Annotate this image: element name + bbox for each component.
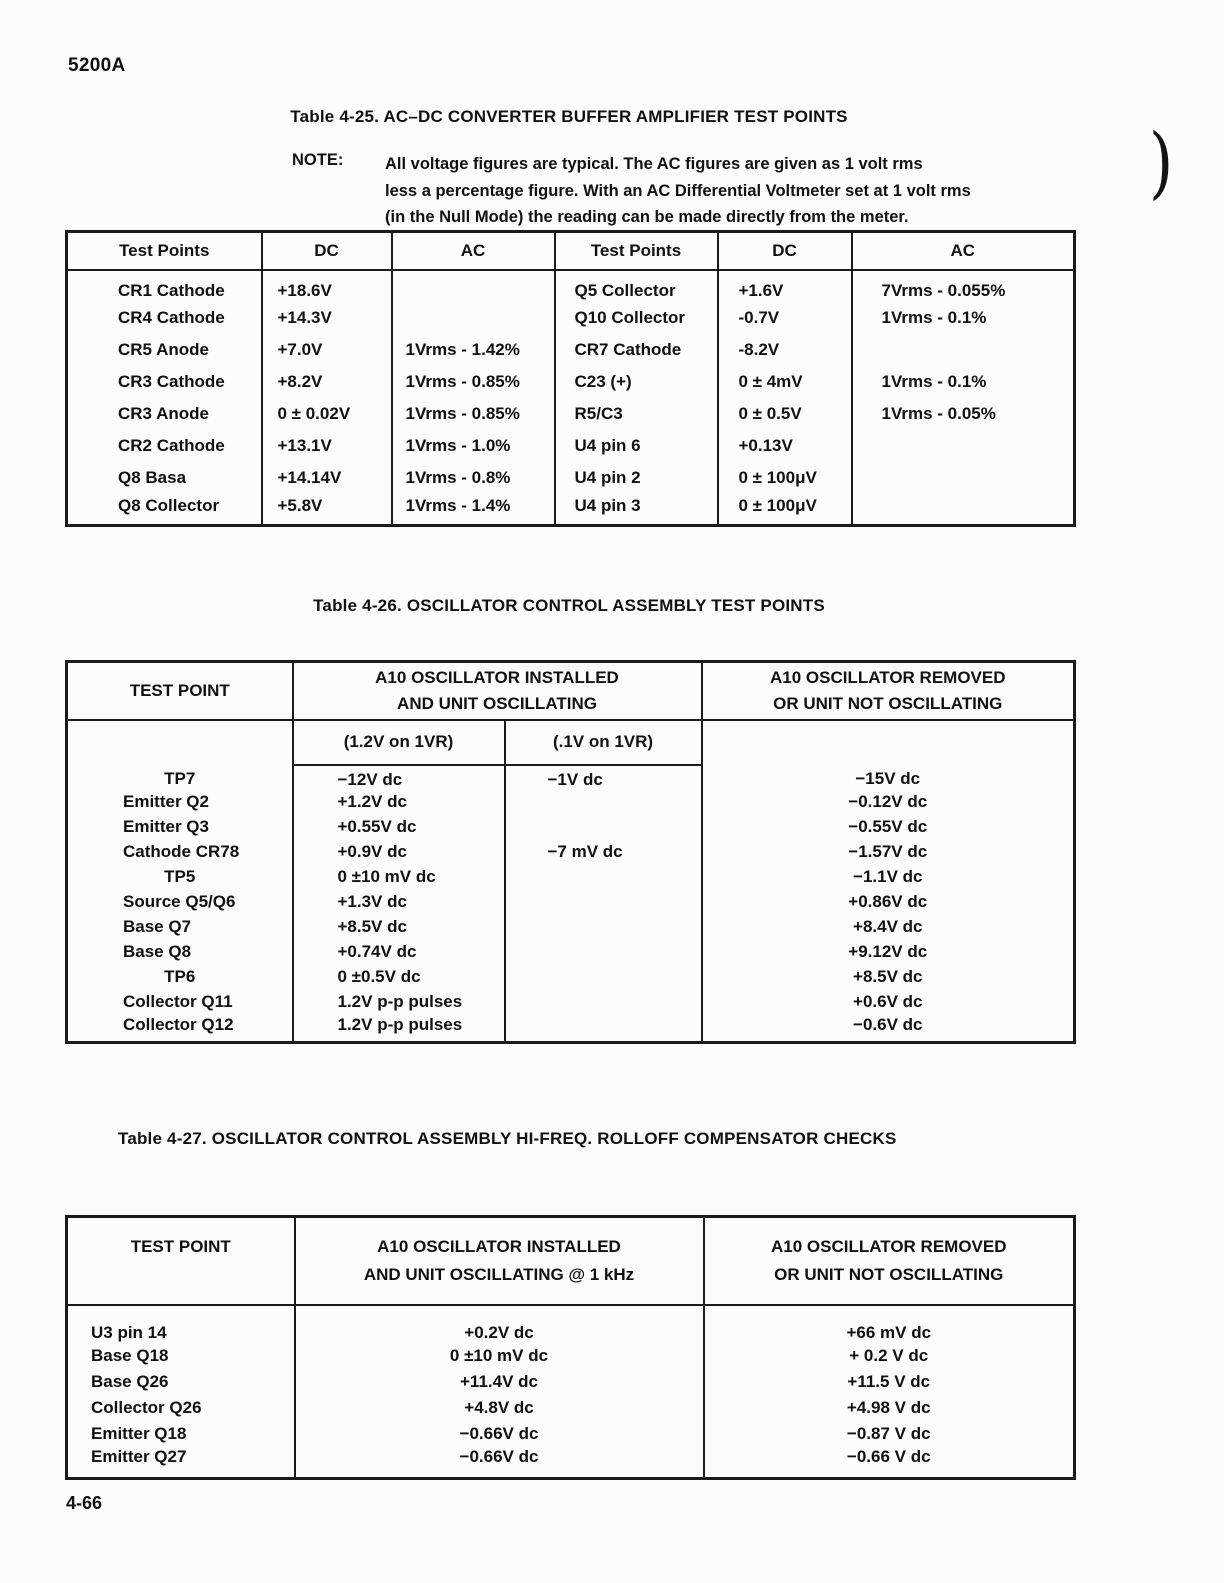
note-line: (in the Null Mode) the reading can be made directly from the meter. — [385, 208, 909, 226]
table-row — [67, 1369, 1075, 1395]
ac-value-cell: 1Vrms - 0.1% — [852, 366, 1075, 398]
column-header: Test Points — [555, 232, 718, 270]
table-4-26-title: Table 4-26. OSCILLATOR CONTROL ASSEMBLY TEST POINTS — [313, 596, 825, 615]
installed-0-1v-cell — [505, 1015, 702, 1043]
page-number: 4-66 — [66, 1493, 103, 1513]
header-line: A10 OSCILLATOR INSTALLED — [377, 1237, 621, 1256]
table-row — [67, 790, 1075, 815]
note-label: NOTE: — [292, 151, 344, 169]
installed-value-cell: +11.4V dc — [295, 1369, 704, 1395]
removed-value-cell: +11.5 V dc — [704, 1369, 1075, 1395]
test-point-cell: Emitter Q3 — [123, 817, 209, 836]
installed-1-2v-cell: +0.9V dc — [293, 840, 505, 865]
installed-1-2v-cell: +8.5V dc — [293, 915, 505, 940]
ac-value-cell: 1Vrms - 0.85% — [392, 398, 555, 430]
empty-cell — [702, 720, 1075, 765]
table-4-25-title: Table 4-25. AC–DC CONVERTER BUFFER AMPLIFIER TEST POINTS — [290, 107, 848, 126]
test-point-cell: Emitter Q18 — [91, 1423, 187, 1443]
table-4-27 — [65, 1215, 1076, 1480]
removed-value-cell: +0.86V dc — [702, 890, 1075, 915]
installed-1-2v-cell: 0 ±10 mV dc — [293, 865, 505, 890]
test-point-cell: TP6 — [164, 967, 196, 986]
installed-0-1v-cell — [505, 815, 702, 840]
table-row — [67, 270, 1075, 302]
test-point-cell: TP5 — [164, 867, 196, 886]
note-block — [292, 151, 971, 231]
test-point-cell: TP7 — [164, 769, 196, 788]
dc-value-cell: 0 ± 0.02V — [262, 398, 392, 430]
test-point-cell: Q10 Collector — [555, 302, 718, 334]
test-point-cell: Q5 Collector — [555, 270, 718, 302]
test-point-cell: Cathode CR78 — [123, 842, 240, 861]
column-header: AC — [852, 232, 1075, 270]
dc-value-cell: +18.6V — [262, 270, 392, 302]
installed-1-2v-cell: −12V dc — [293, 765, 505, 790]
test-point-cell: Collector Q26 — [91, 1397, 202, 1417]
installed-value-cell: +4.8V dc — [295, 1395, 704, 1421]
test-point-cell: Emitter Q2 — [123, 792, 209, 811]
installed-0-1v-cell: −7 mV dc — [505, 840, 702, 865]
header-line: A10 OSCILLATOR REMOVED — [769, 667, 1006, 687]
test-point-cell: Base Q7 — [123, 917, 192, 936]
table-row — [67, 990, 1075, 1015]
removed-value-cell: +66 mV dc — [704, 1305, 1075, 1343]
removed-value-cell: −0.87 V dc — [704, 1421, 1075, 1447]
column-header: AC — [392, 232, 555, 270]
dc-value-cell: 0 ± 4mV — [718, 366, 852, 398]
header-line: AND UNIT OSCILLATING @ 1 kHz — [363, 1265, 635, 1284]
table-row — [67, 1421, 1075, 1447]
test-point-cell: Q8 Collector — [118, 495, 220, 515]
column-header: TEST POINT — [67, 1217, 295, 1305]
column-header — [295, 1217, 704, 1305]
test-point-cell: Collector Q12 — [123, 1014, 234, 1034]
installed-1-2v-cell: +0.74V dc — [293, 940, 505, 965]
header-line: A10 OSCILLATOR REMOVED — [770, 1237, 1007, 1256]
dc-value-cell: +14.14V — [262, 462, 392, 494]
installed-0-1v-cell — [505, 790, 702, 815]
table-row — [67, 890, 1075, 915]
test-point-cell: CR7 Cathode — [555, 334, 718, 366]
installed-value-cell: −0.66V dc — [295, 1447, 704, 1479]
table-row — [67, 1305, 1075, 1343]
test-point-cell: Base Q26 — [91, 1371, 169, 1391]
ac-value-cell — [852, 494, 1075, 526]
test-point-cell: U4 pin 6 — [555, 430, 718, 462]
test-point-cell: CR2 Cathode — [118, 435, 225, 455]
installed-1-2v-cell: +0.55V dc — [293, 815, 505, 840]
removed-value-cell: +9.12V dc — [702, 940, 1075, 965]
ac-value-cell: 1Vrms - 0.85% — [392, 366, 555, 398]
column-header — [704, 1217, 1075, 1305]
installed-1-2v-cell: 1.2V p-p pulses — [293, 1015, 505, 1043]
test-point-cell: Base Q8 — [123, 942, 192, 961]
table-row — [67, 1447, 1075, 1479]
ac-value-cell — [852, 462, 1075, 494]
ac-value-cell: 1Vrms - 0.8% — [392, 462, 555, 494]
column-header — [702, 662, 1075, 720]
installed-value-cell: +0.2V dc — [295, 1305, 704, 1343]
empty-cell — [67, 720, 293, 765]
test-point-cell: Base Q18 — [91, 1345, 169, 1365]
installed-1-2v-cell: 0 ±0.5V dc — [293, 965, 505, 990]
dc-value-cell: -8.2V — [718, 334, 852, 366]
dc-value-cell: +8.2V — [262, 366, 392, 398]
dc-value-cell: +5.8V — [262, 494, 392, 526]
installed-value-cell: 0 ±10 mV dc — [295, 1343, 704, 1369]
test-point-cell: R5/C3 — [555, 398, 718, 430]
ac-value-cell — [852, 430, 1075, 462]
ac-value-cell: 1Vrms - 1.0% — [392, 430, 555, 462]
table-row — [67, 1343, 1075, 1369]
test-point-cell: C23 (+) — [555, 366, 718, 398]
test-point-cell: CR3 Anode — [118, 403, 209, 423]
installed-0-1v-cell — [505, 940, 702, 965]
note-line: less a percentage figure. With an AC Differential Voltmeter set at 1 volt rms — [385, 181, 971, 200]
ac-value-cell — [392, 302, 555, 334]
test-point-cell: Source Q5/Q6 — [123, 892, 236, 911]
ac-value-cell: 7Vrms - 0.055% — [852, 270, 1075, 302]
installed-0-1v-cell: −1V dc — [505, 765, 702, 790]
table-row — [67, 462, 1075, 494]
table-row — [67, 915, 1075, 940]
header-line: OR UNIT NOT OSCILLATING — [774, 1265, 1004, 1284]
table-row — [67, 865, 1075, 890]
table-row — [67, 765, 1075, 790]
table-header-row — [67, 662, 1075, 720]
test-point-cell: U4 pin 2 — [555, 462, 718, 494]
removed-value-cell: −0.66 V dc — [704, 1447, 1075, 1479]
installed-0-1v-cell — [505, 890, 702, 915]
margin-paren-mark: ) — [1149, 118, 1174, 208]
column-header: DC — [262, 232, 392, 270]
test-point-cell: CR4 Cathode — [118, 307, 225, 327]
column-header: DC — [718, 232, 852, 270]
test-point-cell: Q8 Basa — [118, 467, 187, 487]
removed-value-cell: −0.55V dc — [702, 815, 1075, 840]
dc-value-cell: +13.1V — [262, 430, 392, 462]
ac-value-cell: 1Vrms - 0.05% — [852, 398, 1075, 430]
dc-value-cell: 0 ± 100μV — [718, 494, 852, 526]
table-row — [67, 965, 1075, 990]
subcolumn-header: (.1V on 1VR) — [505, 720, 702, 765]
note-text — [385, 151, 971, 231]
test-point-cell: CR5 Anode — [118, 339, 209, 359]
test-point-cell: Emitter Q27 — [91, 1446, 187, 1466]
column-header: TEST POINT — [67, 662, 293, 720]
installed-0-1v-cell — [505, 915, 702, 940]
test-point-cell: CR3 Cathode — [118, 371, 225, 391]
model-number: 5200A — [68, 55, 126, 76]
removed-value-cell: +8.5V dc — [702, 965, 1075, 990]
removed-value-cell: +4.98 V dc — [704, 1395, 1075, 1421]
table-row — [67, 494, 1075, 526]
installed-value-cell: −0.66V dc — [295, 1421, 704, 1447]
removed-value-cell: −0.6V dc — [702, 1015, 1075, 1043]
dc-value-cell: -0.7V — [718, 302, 852, 334]
table-row — [67, 815, 1075, 840]
ac-value-cell: 1Vrms - 1.42% — [392, 334, 555, 366]
test-point-cell: Collector Q11 — [123, 992, 233, 1011]
table-row — [67, 1015, 1075, 1043]
table-header-row — [67, 1217, 1075, 1305]
table-row — [67, 334, 1075, 366]
header-line: OR UNIT NOT OSCILLATING — [773, 693, 1003, 713]
table-header-row — [67, 232, 1075, 270]
removed-value-cell: −15V dc — [702, 765, 1075, 790]
column-header: Test Points — [67, 232, 262, 270]
removed-value-cell: −0.12V dc — [702, 790, 1075, 815]
table-row — [67, 430, 1075, 462]
table-4-27-title: Table 4-27. OSCILLATOR CONTROL ASSEMBLY HI-FREQ. ROLLOFF COMPENSATOR CHECKS — [118, 1129, 897, 1148]
ac-value-cell: 1Vrms - 1.4% — [392, 494, 555, 526]
table-row — [67, 1395, 1075, 1421]
test-point-cell: U3 pin 14 — [91, 1322, 167, 1342]
dc-value-cell: 0 ± 0.5V — [718, 398, 852, 430]
test-point-cell: U4 pin 3 — [555, 494, 718, 526]
installed-1-2v-cell: +1.2V dc — [293, 790, 505, 815]
table-row — [67, 840, 1075, 865]
ac-value-cell: 1Vrms - 0.1% — [852, 302, 1075, 334]
table-row — [67, 302, 1075, 334]
table-4-25 — [65, 230, 1076, 527]
table-row — [67, 940, 1075, 965]
subcolumn-header: (1.2V on 1VR) — [293, 720, 505, 765]
installed-0-1v-cell — [505, 990, 702, 1015]
removed-value-cell: +8.4V dc — [702, 915, 1075, 940]
note-line: All voltage figures are typical. The AC figures are given as 1 volt rms — [385, 155, 923, 173]
dc-value-cell: +1.6V — [718, 270, 852, 302]
column-header — [293, 662, 702, 720]
table-row — [67, 398, 1075, 430]
installed-0-1v-cell — [505, 965, 702, 990]
installed-1-2v-cell: 1.2V p-p pulses — [293, 990, 505, 1015]
removed-value-cell: +0.6V dc — [702, 990, 1075, 1015]
removed-value-cell: + 0.2 V dc — [704, 1343, 1075, 1369]
header-line: A10 OSCILLATOR INSTALLED — [375, 667, 619, 687]
dc-value-cell: 0 ± 100μV — [718, 462, 852, 494]
removed-value-cell: −1.57V dc — [702, 840, 1075, 865]
ac-value-cell — [852, 334, 1075, 366]
dc-value-cell: +7.0V — [262, 334, 392, 366]
installed-1-2v-cell: +1.3V dc — [293, 890, 505, 915]
table-row — [67, 366, 1075, 398]
header-line: AND UNIT OSCILLATING — [397, 693, 597, 713]
removed-value-cell: −1.1V dc — [702, 865, 1075, 890]
ac-value-cell — [392, 270, 555, 302]
installed-0-1v-cell — [505, 865, 702, 890]
dc-value-cell: +0.13V — [718, 430, 852, 462]
table-subheader-row — [67, 720, 1075, 765]
dc-value-cell: +14.3V — [262, 302, 392, 334]
test-point-cell: CR1 Cathode — [118, 280, 225, 300]
table-4-26 — [65, 660, 1076, 1044]
